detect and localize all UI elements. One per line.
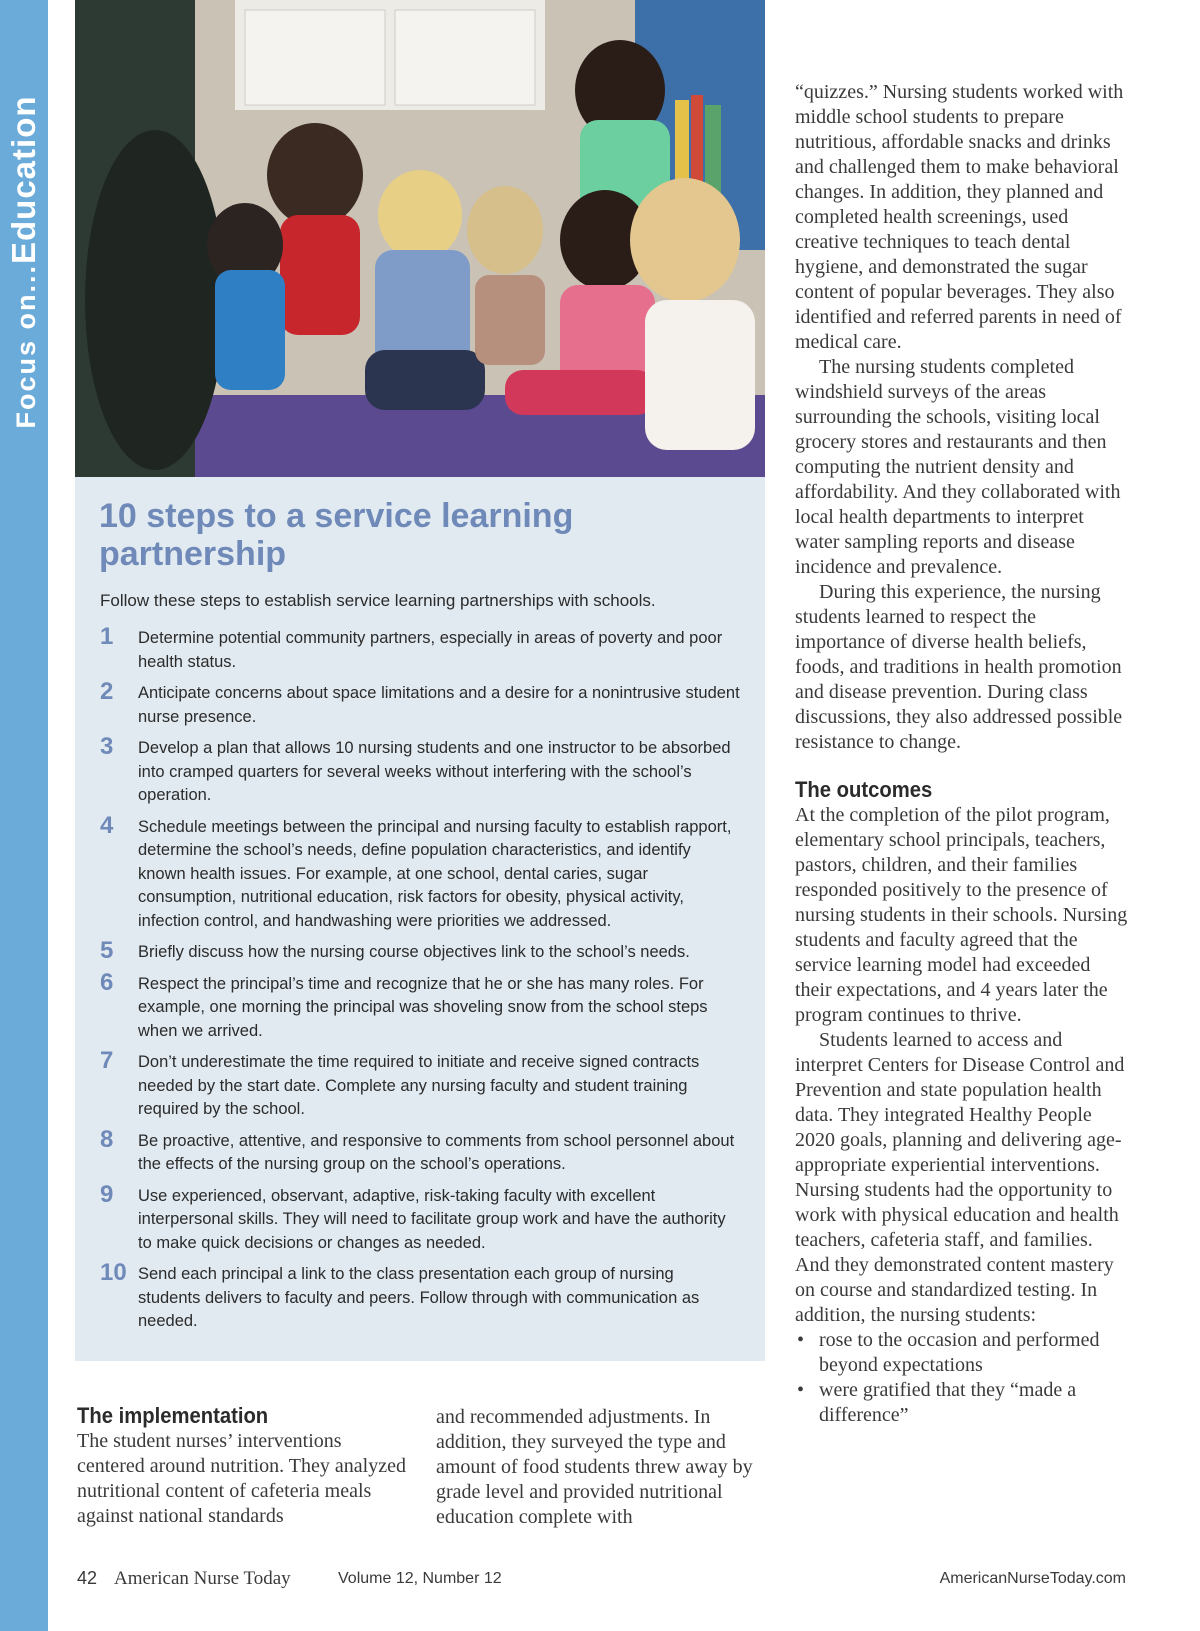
step-number: 5 — [100, 937, 114, 964]
step-text: Respect the principal’s time and recognize that he or she has many roles. For example, one morning the principal was shoveling snow from the school steps when we arrived. — [138, 974, 708, 1040]
step-text: Schedule meetings between the principal and nursing faculty to establish rapport, determine the school’s needs, define population characteristics, and identify known health issues. For example, at one school, dental caries, sugar consumption, nutritional education, risk factors for obesity, physical activity, infection control, and handwashing were priorities we addressed. — [138, 817, 732, 930]
step-item — [100, 1180, 740, 1256]
step-number: 8 — [100, 1125, 114, 1153]
outcomes-bullets — [795, 1328, 1130, 1428]
step-item — [100, 623, 740, 674]
implementation-column-1 — [77, 1403, 407, 1529]
section-label-lead: Focus on... — [11, 264, 41, 429]
step-item — [100, 811, 740, 934]
bullet-item: • were gratified that they “made a difference” — [795, 1378, 1130, 1428]
steps-list — [100, 623, 740, 1342]
step-number: 1 — [100, 623, 114, 650]
classroom-photo — [75, 0, 765, 477]
step-text: Briefly discuss how the nursing course objectives link to the school’s needs. — [138, 943, 690, 961]
volume-info: Volume 12, Number 12 — [338, 1570, 502, 1587]
outcomes-heading: The outcomes — [795, 777, 933, 802]
step-text: Develop a plan that allows 10 nursing students and one instructor to be absorbed into cramped quarters for several weeks without interfering with the school’s operation. — [138, 739, 731, 804]
website-url: AmericanNurseToday.com — [939, 1570, 1126, 1587]
step-number: 7 — [100, 1047, 114, 1074]
step-text: Be proactive, attentive, and responsive to comments from school personnel about the effects of the nursing group on the school’s operations. — [138, 1131, 735, 1173]
step-item — [100, 733, 740, 808]
right-column — [795, 80, 1130, 1428]
step-text: Use experienced, observant, adaptive, risk-taking faculty with excellent interpersonal skills. They will need to facilitate group work and have the authority to make quick decisions or changes as needed. — [138, 1186, 726, 1252]
step-item — [100, 678, 740, 729]
step-number: 10 — [100, 1259, 127, 1286]
right-paragraph-3: During this experience, the nursing students learned to respect the importance of diverse health beliefs, foods, and traditions in health promotion and disease prevention. During class discussions, they also addressed possible resistance to change. — [795, 581, 1123, 753]
box-intro: Follow these steps to establish service learning partnerships with schools. — [100, 591, 656, 610]
step-text: Anticipate concerns about space limitations and a desire for a nonintrusive student nurse presence. — [138, 684, 740, 726]
right-paragraph-4: At the completion of the pilot program, elementary school principals, teachers, pastors, children, and their families responded positively to the presence of nursing students in their schools. Nursing students and faculty agreed that the service learning model had exceeded their expectations, and 4 years later the program continues to thrive. — [795, 804, 1128, 1026]
implementation-column-2 — [436, 1405, 771, 1530]
section-label — [5, 95, 43, 428]
step-text: Send each principal a link to the class presentation each group of nursing students delivers to faculty and peers. Follow through with communication as needed. — [138, 1265, 700, 1330]
magazine-name: American Nurse Today — [114, 1568, 291, 1589]
step-number: 6 — [100, 968, 114, 996]
right-paragraph-5: Students learned to access and interpret Centers for Disease Control and Prevention and state population health data. They integrated Healthy People 2020 goals, planning and delivering age-appropriate experiential interventions. Nursing students had the opportunity to work with physical education and health teachers, cafeteria staff, and families. And they demonstrated content mastery on course and standardized testing. In addition, the nursing students: — [795, 1029, 1125, 1326]
step-number: 4 — [100, 811, 114, 839]
implementation-text-1: The student nurses’ interventions centered around nutrition. They analyzed nutritional content of cafeteria meals against national standards — [77, 1430, 406, 1527]
step-item — [100, 937, 740, 965]
implementation-heading: The implementation — [77, 1403, 269, 1428]
step-number: 2 — [100, 678, 114, 705]
step-number: 9 — [100, 1180, 114, 1208]
step-item — [100, 1259, 740, 1334]
step-text: Don’t underestimate the time required to initiate and receive signed contracts needed by the start date. Complete any nursing faculty and student training required by the school. — [138, 1053, 700, 1118]
bullet-item: • rose to the occasion and performed beyond expectations — [795, 1328, 1130, 1378]
sidebar-box-steps — [75, 477, 765, 1361]
page-number: 42 — [77, 1568, 98, 1588]
right-paragraph-1: “quizzes.” Nursing students worked with middle school students to prepare nutritious, affordable snacks and drinks and challenged them to make behavioral changes. In addition, they planned and completed health screenings, used creative techniques to teach dental hygiene, and demonstrated the sugar content of popular beverages. They also identified and referred parents in need of medical care. — [795, 81, 1124, 353]
implementation-text-2: and recommended adjustments. In addition, they surveyed the type and amount of food students threw away by grade level and provided nutritional education complete with — [436, 1406, 753, 1528]
section-label-main: Education — [5, 95, 42, 264]
step-item — [100, 1125, 740, 1177]
step-number: 3 — [100, 733, 114, 760]
step-text: Determine potential community partners, especially in areas of poverty and poor health status. — [138, 629, 723, 671]
step-item — [100, 1047, 740, 1122]
box-title: 10 steps to a service learning partnership — [99, 497, 574, 573]
right-paragraph-2: The nursing students completed windshield surveys of the areas surrounding the schools, visiting local grocery stores and restaurants and then computing the nutrient density and affordability. And they collaborated with local health departments to interpret water sampling reports and disease incidence and prevalence. — [795, 356, 1121, 578]
step-item — [100, 968, 740, 1044]
